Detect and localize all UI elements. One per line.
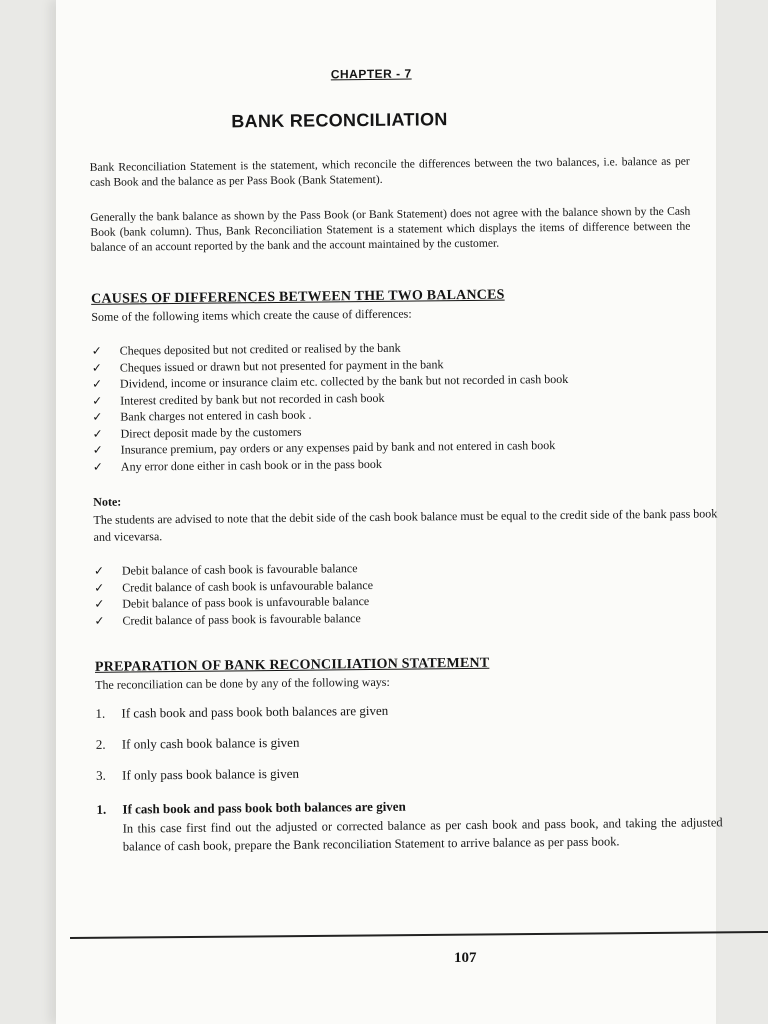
- way-item: [96, 762, 389, 796]
- generally-paragraph: Generally the bank balance as shown by the Pass Book (or Bank Statement) does not agree with the balance shown by the Cash Book (bank column). Thus, Bank Reconciliation Statement is a statement which displays the items of difference between the balance of an account reported by the bank and the account maintained by the customer.: [90, 204, 691, 254]
- preparation-subheading: The reconciliation can be done by any of the following ways:: [95, 674, 390, 692]
- way-text: If only pass book balance is given: [122, 765, 300, 783]
- check-icon: ✓: [91, 343, 102, 358]
- chapter-label: CHAPTER - 7: [330, 66, 412, 82]
- check-icon: ✓: [91, 376, 103, 391]
- section1-heading: [96, 799, 405, 818]
- causes-item-text: Insurance premium, pay orders or any expenses paid by bank and not entered in cash book: [120, 438, 556, 457]
- causes-subheading: Some of the following items which create the cause of differences:: [91, 306, 412, 324]
- preparation-heading: PREPARATION OF BANK RECONCILIATION STATEMENT: [94, 655, 490, 675]
- check-icon: ✓: [92, 393, 103, 408]
- check-icon: ✓: [92, 442, 103, 457]
- note-text: The students are advised to note that the debit side of the cash book balance must be equal to the credit side of the bank pass book and vicevarsa.: [93, 506, 718, 544]
- causes-item-text: Direct deposit made by the customers: [120, 424, 302, 441]
- check-icon: ✓: [94, 596, 105, 611]
- causes-item-text: Dividend, income or insurance claim etc. collected by the bank but not recorded in cash book: [119, 371, 569, 391]
- way-number: 1.: [95, 705, 106, 721]
- check-icon: ✓: [92, 409, 103, 424]
- causes-item-text: Interest credited by bank but not recorded in cash book: [120, 390, 385, 408]
- way-text: If cash book and pass book both balances are given: [121, 702, 389, 721]
- note-heading: Note:: [93, 494, 122, 509]
- way-item: [95, 700, 388, 734]
- way-number: 3.: [96, 767, 106, 783]
- way-item: [96, 731, 389, 765]
- check-icon: ✓: [92, 426, 103, 441]
- causes-heading: CAUSES OF DIFFERENCES BETWEEN THE TWO BALANCES: [91, 287, 505, 307]
- footer-rule: [70, 931, 768, 939]
- page-number: 107: [454, 950, 477, 966]
- check-icon: ✓: [92, 459, 104, 474]
- causes-list: [92, 338, 570, 475]
- section1-heading-text: If cash book and pass book both balances are given: [122, 798, 406, 817]
- balance-rules-list: [94, 560, 374, 629]
- causes-item-text: Bank charges not entered in cash book .: [120, 407, 312, 424]
- balance-rule-item: [94, 609, 373, 628]
- way-number: 2.: [95, 736, 106, 752]
- causes-item-text: Any error done either in cash book or in the pass book: [120, 456, 382, 474]
- intro-paragraph: Bank Reconciliation Statement is the statement, which reconcile the differences between the two balances, i.e. balance as per cash Book and the balance as per Pass Book (Bank Statement).: [89, 154, 690, 189]
- balance-rule-text: Debit balance of cash book is favourable balance: [121, 561, 358, 578]
- balance-rule-text: Debit balance of pass book is unfavourable balance: [122, 594, 370, 611]
- check-icon: ✓: [94, 580, 105, 595]
- check-icon: ✓: [94, 613, 105, 628]
- balance-rule-text: Credit balance of pass book is favourable balance: [122, 610, 361, 628]
- way-text: If only cash book balance is given: [121, 734, 300, 752]
- check-icon: ✓: [91, 360, 102, 375]
- section1-text: In this case first find out the adjusted or corrected balance as per cash book and pass book, and taking the adjusted balance of cash book, prepare the Bank reconciliation Statement to arrive balance as per pass book.: [122, 815, 723, 854]
- check-icon: ✓: [93, 563, 105, 578]
- section1-number: 1.: [96, 801, 107, 817]
- causes-item-text: Cheques deposited but not credited or realised by the bank: [119, 340, 401, 358]
- book-page: [56, 0, 723, 1024]
- balance-rule-text: Credit balance of cash book is unfavourable balance: [122, 577, 374, 595]
- causes-item-text: Cheques issued or drawn but not presented for payment in the bank: [119, 356, 444, 375]
- ways-list: [95, 700, 389, 796]
- page-title: BANK RECONCILIATION: [231, 109, 448, 132]
